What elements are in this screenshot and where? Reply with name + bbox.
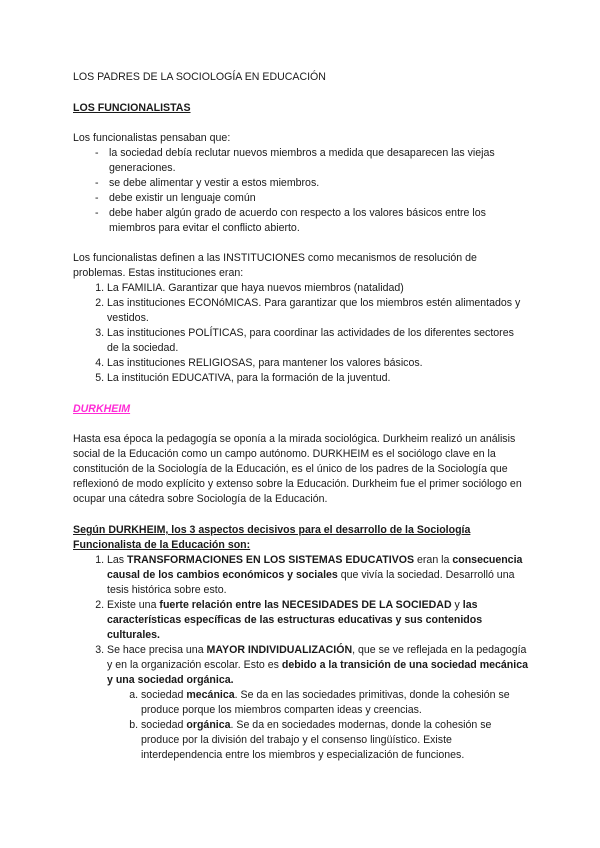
aspects-list	[73, 553, 528, 763]
institutions-intro: Los funcionalistas definen a las INSTITUCIONES como mecanismos de resolución de problemas. Estas instituciones eran:	[73, 252, 477, 279]
funcionalistas-intro: Los funcionalistas pensaban que:	[73, 132, 231, 144]
list-item: - debe haber algún grado de acuerdo con respecto a los valores básicos entre los miembros para evitar el conflicto abierto.	[95, 206, 528, 236]
list-item: 2. Existe una fuerte relación entre las NECESIDADES DE LA SOCIEDAD y las características específicas de las estructuras educativas y sus contenidos culturales.	[107, 598, 528, 643]
list-item: 1. La FAMILIA. Garantizar que haya nuevos miembros (natalidad)	[107, 281, 528, 296]
list-item: 3. Las instituciones POLÍTICAS, para coordinar las actividades de los diferentes sectores de la sociedad.	[107, 326, 528, 356]
list-item: a. sociedad mecánica. Se da en las sociedades primitivas, donde la cohesión se produce porque los miembros comparten ideas y creencias.	[141, 688, 528, 718]
list-item: - la sociedad debía reclutar nuevos miembros a medida que desaparecen las viejas generaciones.	[95, 146, 528, 176]
list-item: 3. Se hace precisa una MAYOR INDIVIDUALIZACIÓN, que se ve reflejada en la pedagogía y en la organización escolar. Esto es debido a la transición de una sociedad mecánica y una sociedad orgánica. a. sociedad mecánica. Se da en las sociedades primitivas, donde la cohesión se produce porque los miembros comparten ideas y creencias. b. sociedad orgánica. Se da en sociedades modernas, donde la cohesión se produce por la división del trabajo y el consenso lingüístico. Existe interdependencia entre los miembros y especialización de funciones.	[107, 643, 528, 763]
funcionalistas-bullet-list	[73, 146, 528, 236]
list-item: 5. La institución EDUCATIVA, para la formación de la juventud.	[107, 371, 528, 386]
document-page	[73, 68, 528, 763]
list-item: b. sociedad orgánica. Se da en sociedades modernas, donde la cohesión se produce por la división del trabajo y el consenso lingüístico. Existe interdependencia entre los miembros y especialización de funciones.	[141, 718, 528, 763]
society-types-list	[107, 688, 528, 763]
list-item: - debe existir un lenguaje común	[95, 191, 528, 206]
list-item: 1. Las TRANSFORMACIONES EN LOS SISTEMAS EDUCATIVOS eran la consecuencia causal de los cambios económicos y sociales que vivía la sociedad. Desarrolló una tesis histórica sobre esto.	[107, 553, 528, 598]
list-item: 4. Las instituciones RELIGIOSAS, para mantener los valores básicos.	[107, 356, 528, 371]
durkheim-heading: DURKHEIM	[73, 403, 131, 415]
institutions-list	[73, 281, 528, 386]
list-item: - se debe alimentar y vestir a estos miembros.	[95, 176, 528, 191]
aspects-heading: Según DURKHEIM, los 3 aspectos decisivos para el desarrollo de la Sociología Funcionalista de la Educación son:	[73, 524, 471, 551]
document-title: LOS PADRES DE LA SOCIOLOGÍA EN EDUCACIÓN	[73, 71, 326, 83]
durkheim-paragraph: Hasta esa época la pedagogía se oponía a la mirada sociológica. Durkheim realizó un análisis social de la Educación como un campo autónomo. DURKHEIM es el sociólogo clave en la constitución de la Sociología de la Educación, es el único de los padres de la Sociología que reflexionó de modo explícito y extenso sobre la Educación. Durkheim fue el primer sociólogo en ocupar una cátedra sobre Sociología de la Educación.	[73, 433, 522, 505]
funcionalistas-heading: LOS FUNCIONALISTAS	[73, 102, 191, 114]
list-item: 2. Las instituciones ECONóMICAS. Para garantizar que los miembros estén alimentados y vestidos.	[107, 296, 528, 326]
